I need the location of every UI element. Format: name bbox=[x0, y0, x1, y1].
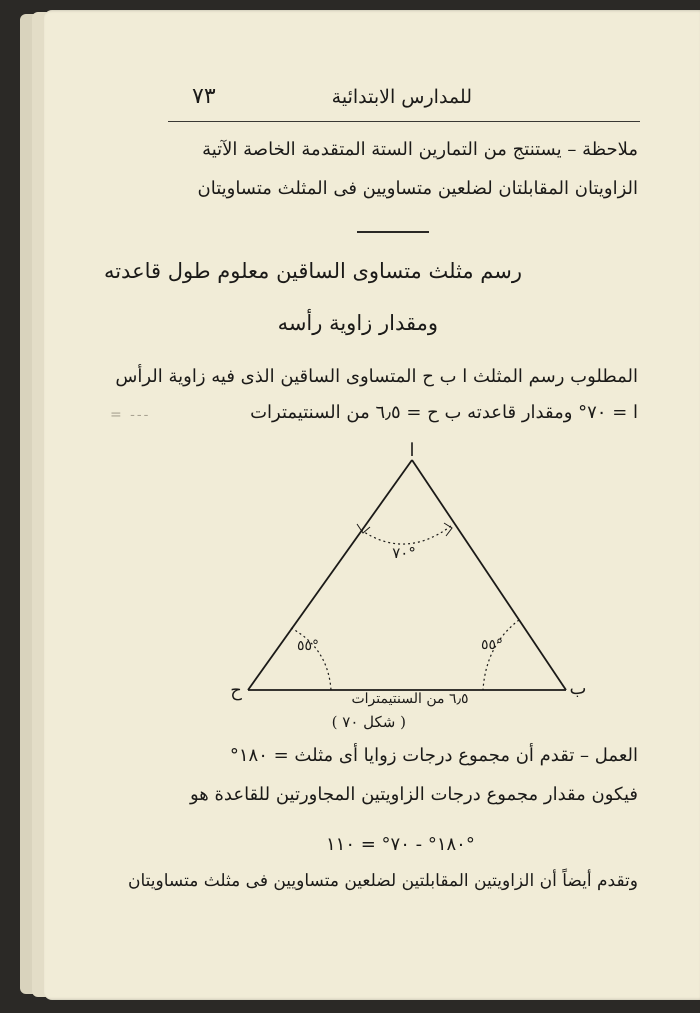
figure-caption: ( شكل ٧٠ ) bbox=[331, 713, 406, 731]
work-line-1: العمل – تقدم أن مجموع درجات زوايا أى مثلث = ١٨٠° bbox=[229, 745, 638, 766]
angle-equation: ١٨٠° - ٧٠° = ١١٠° bbox=[326, 834, 475, 855]
base-length-label: ٦٫٥ من السنتيمترات bbox=[351, 691, 469, 707]
header-title: للمدارس الابتدائية bbox=[331, 86, 472, 108]
work-line-2: فيكون مقدار مجموع درجات الزاويتين المجاورتين للقاعدة هو bbox=[189, 784, 638, 805]
note-line-1: ملاحظة – يستنتج من التمارين الستة المتقدمة الخاصة الآتية bbox=[202, 139, 638, 160]
apex-angle-arc bbox=[361, 526, 451, 544]
problem-line-2: ا = ٧٠° ومقدار قاعدته ب ح = ٦٫٥ من السنتيمترات bbox=[250, 402, 638, 423]
left-angle-label: ٥٥° bbox=[296, 638, 320, 654]
vertex-b-label: ب bbox=[569, 678, 587, 699]
page-number: ٧٣ bbox=[192, 84, 216, 109]
margin-mark: = --- bbox=[110, 407, 151, 423]
vertex-c-label: ح bbox=[230, 680, 242, 701]
problem-line-1: المطلوب رسم المثلث ا ب ح المتساوى الساقين الذى فيه زاوية الرأس bbox=[115, 366, 638, 387]
note-line-2: الزاويتان المقابلتان لضلعين متساويين فى المثلث متساويتان bbox=[197, 178, 638, 199]
right-angle-arc bbox=[480, 620, 519, 690]
side-left bbox=[248, 460, 412, 690]
right-angle-label: ٥٥° bbox=[480, 637, 504, 653]
section-heading-line-2: ومقدار زاوية رأسه bbox=[277, 311, 438, 335]
side-right bbox=[412, 460, 566, 690]
work-line-3: وتقدم أيضاً أن الزاويتين المقابلتين لضلعين متساويين فى مثلث متساويتان bbox=[127, 871, 638, 891]
vertex-a-label: ا bbox=[409, 440, 415, 461]
section-heading-line-1: رسم مثلث متساوى الساقين معلوم طول قاعدته bbox=[103, 259, 522, 283]
apex-angle-label: ٧٠° bbox=[392, 544, 416, 562]
